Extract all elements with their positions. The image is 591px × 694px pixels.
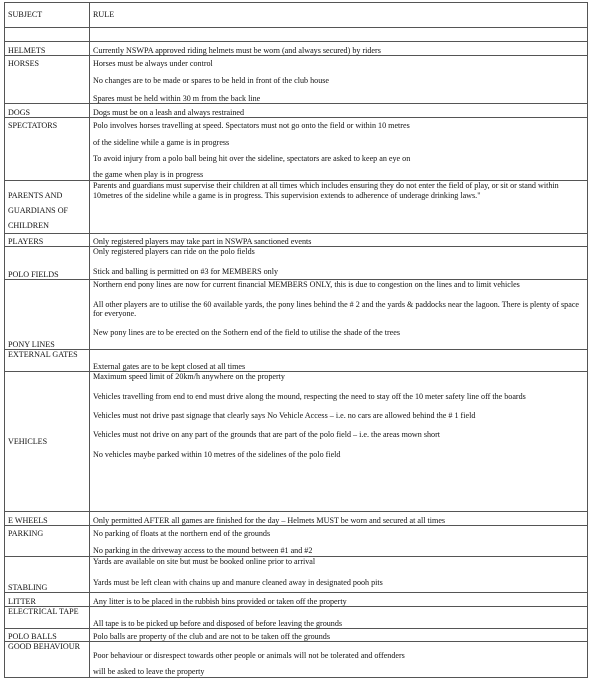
rule-text: Only registered players may take part in NSWPA sanctioned events bbox=[93, 236, 312, 246]
table-row bbox=[5, 372, 588, 512]
rule-text: Only permitted AFTER all games are finished for the day – Helmets MUST be worn and secured at all times bbox=[93, 515, 446, 525]
rule-text: Dogs must be on a leash and always restrained bbox=[93, 107, 245, 117]
rule-text: New pony lines are to be erected on the Sothern end of the field to utilise the shade of the trees bbox=[93, 328, 401, 338]
table-row bbox=[5, 350, 588, 372]
rule-cell bbox=[90, 593, 588, 607]
table-header-row bbox=[5, 3, 588, 28]
subject-cell: POLO FIELDS bbox=[5, 247, 90, 280]
rule-text: Horses must be always under control bbox=[93, 59, 213, 68]
rule-text: Spares must be held within 30 m from the back line bbox=[93, 93, 261, 103]
subject-cell: PARENTS AND GUARDIANS OF CHILDREN bbox=[5, 181, 90, 234]
rule-text: Polo balls are property of the club and are not to be taken off the grounds bbox=[93, 631, 330, 641]
subject-cell: STABLING bbox=[5, 557, 90, 593]
rule-text: Maximum speed limit of 20km/h anywhere on the property bbox=[93, 372, 285, 382]
rule-text: External gates are to be kept closed at all times bbox=[93, 361, 246, 371]
subject-cell: HELMETS bbox=[5, 42, 90, 56]
rule-cell bbox=[90, 642, 588, 678]
rule-cell bbox=[90, 372, 588, 512]
rule-text: All tape is to be picked up before and disposed of before leaving the grounds bbox=[93, 618, 343, 628]
table-row bbox=[5, 104, 588, 118]
empty-row bbox=[5, 28, 588, 42]
rule-text: Stick and balling is permitted on #3 for MEMBERS only bbox=[93, 266, 279, 276]
rule-cell bbox=[90, 56, 588, 104]
rule-text: All other players are to utilise the 60 available yards, the pony lines behind the # 2 and the yards & paddocks near the lagoon. There is plenty of space for everyone. bbox=[93, 299, 580, 319]
table-row bbox=[5, 642, 588, 678]
rule-text: To avoid injury from a polo ball being hit over the sideline, spectators are asked to keep an eye on bbox=[93, 154, 411, 164]
rule-cell bbox=[90, 557, 588, 593]
table-row bbox=[5, 593, 588, 607]
subject-cell: SPECTATORS bbox=[5, 118, 90, 181]
table-row bbox=[5, 512, 588, 526]
rule-cell bbox=[90, 526, 588, 557]
rules-table bbox=[4, 2, 588, 678]
rule-text: No changes are to be made or spares to be held in front of the club house bbox=[93, 76, 329, 86]
rule-cell bbox=[90, 629, 588, 642]
rule-text: of the sideline while a game is in progress bbox=[93, 137, 230, 147]
rule-text: Poor behaviour or disrespect towards other people or animals will not be tolerated and offenders bbox=[93, 651, 405, 661]
rule-text: No parking of floats at the northern end of the grounds bbox=[93, 529, 271, 539]
table-row bbox=[5, 247, 588, 280]
rule-cell bbox=[90, 181, 588, 234]
rule-text: No vehicles maybe parked within 10 metres of the sidelines of the polo field bbox=[93, 449, 341, 459]
subject-cell: VEHICLES bbox=[5, 372, 90, 512]
rule-text: will be asked to leave the property bbox=[93, 666, 205, 676]
subject-cell: PLAYERS bbox=[5, 234, 90, 247]
subject-cell: EXTERNAL GATES bbox=[5, 350, 90, 372]
rule-text: the game when play is in progress bbox=[93, 170, 204, 180]
rule-header: RULE bbox=[90, 3, 588, 28]
empty-cell bbox=[5, 28, 90, 42]
rule-text: Any litter is to be placed in the rubbish bins provided or taken off the property bbox=[93, 596, 347, 606]
rule-cell bbox=[90, 234, 588, 247]
rule-text: Yards are available on site but must be booked online prior to arrival bbox=[93, 557, 316, 567]
rule-cell bbox=[90, 104, 588, 118]
table-row bbox=[5, 234, 588, 247]
subject-cell: POLO BALLS bbox=[5, 629, 90, 642]
rule-text: Polo involves horses travelling at speed. Spectators must not go onto the field or within 10 metres bbox=[93, 121, 410, 131]
rule-text: Yards must be left clean with chains up and manure cleaned away in designated pooh pits bbox=[93, 577, 383, 587]
table-row bbox=[5, 607, 588, 629]
subject-header: SUBJECT bbox=[5, 3, 90, 28]
table-row bbox=[5, 629, 588, 642]
rule-text: No parking in the driveway access to the mound between #1 and #2 bbox=[93, 545, 313, 555]
table-row bbox=[5, 526, 588, 557]
empty-cell bbox=[90, 28, 588, 42]
rule-cell bbox=[90, 118, 588, 181]
subject-cell: PARKING bbox=[5, 526, 90, 557]
rule-cell bbox=[90, 247, 588, 280]
subject-cell: E WHEELS bbox=[5, 512, 90, 526]
rule-text: Parents and guardians must supervise their children at all times which includes ensuring they do not enter the field of play, or sit or stand within 10metres of the sideline while a game is in progress. This supervision extends to adherence of underage drinking laws." bbox=[93, 181, 559, 200]
rule-cell bbox=[90, 512, 588, 526]
table-row bbox=[5, 56, 588, 104]
table-row bbox=[5, 557, 588, 593]
rule-cell bbox=[90, 350, 588, 372]
subject-cell: GOOD BEHAVIOUR bbox=[5, 642, 90, 678]
table-row bbox=[5, 118, 588, 181]
rule-cell bbox=[90, 607, 588, 629]
table-row bbox=[5, 280, 588, 350]
rule-text: Vehicles travelling from end to end must drive along the mound, respecting the need to stay off the 10 meter safety line off the boards bbox=[93, 391, 526, 401]
subject-cell: LITTER bbox=[5, 593, 90, 607]
rule-cell bbox=[90, 280, 588, 350]
subject-cell: DOGS bbox=[5, 104, 90, 118]
rule-text: Northern end pony lines are now for current financial MEMBERS ONLY, this is due to congestion on the lines and to limit vehicles bbox=[93, 280, 520, 290]
rule-text: Vehicles must not drive past signage that clearly says No Vehicle Access – i.e. no cars are allowed behind the # 1 field bbox=[93, 411, 476, 421]
table-row bbox=[5, 42, 588, 56]
rule-text: Vehicles must not drive on any part of the grounds that are part of the polo field – i.e. the areas mown short bbox=[93, 430, 441, 440]
subject-cell: HORSES bbox=[5, 56, 90, 104]
subject-cell: PONY LINES bbox=[5, 280, 90, 350]
table-row bbox=[5, 181, 588, 234]
rule-cell bbox=[90, 42, 588, 56]
subject-cell: ELECTRICAL TAPE bbox=[5, 607, 90, 629]
rule-text: Only registered players can ride on the polo fields bbox=[93, 247, 255, 257]
rule-text: Currently NSWPA approved riding helmets must be worn (and always secured) by riders bbox=[93, 45, 381, 55]
